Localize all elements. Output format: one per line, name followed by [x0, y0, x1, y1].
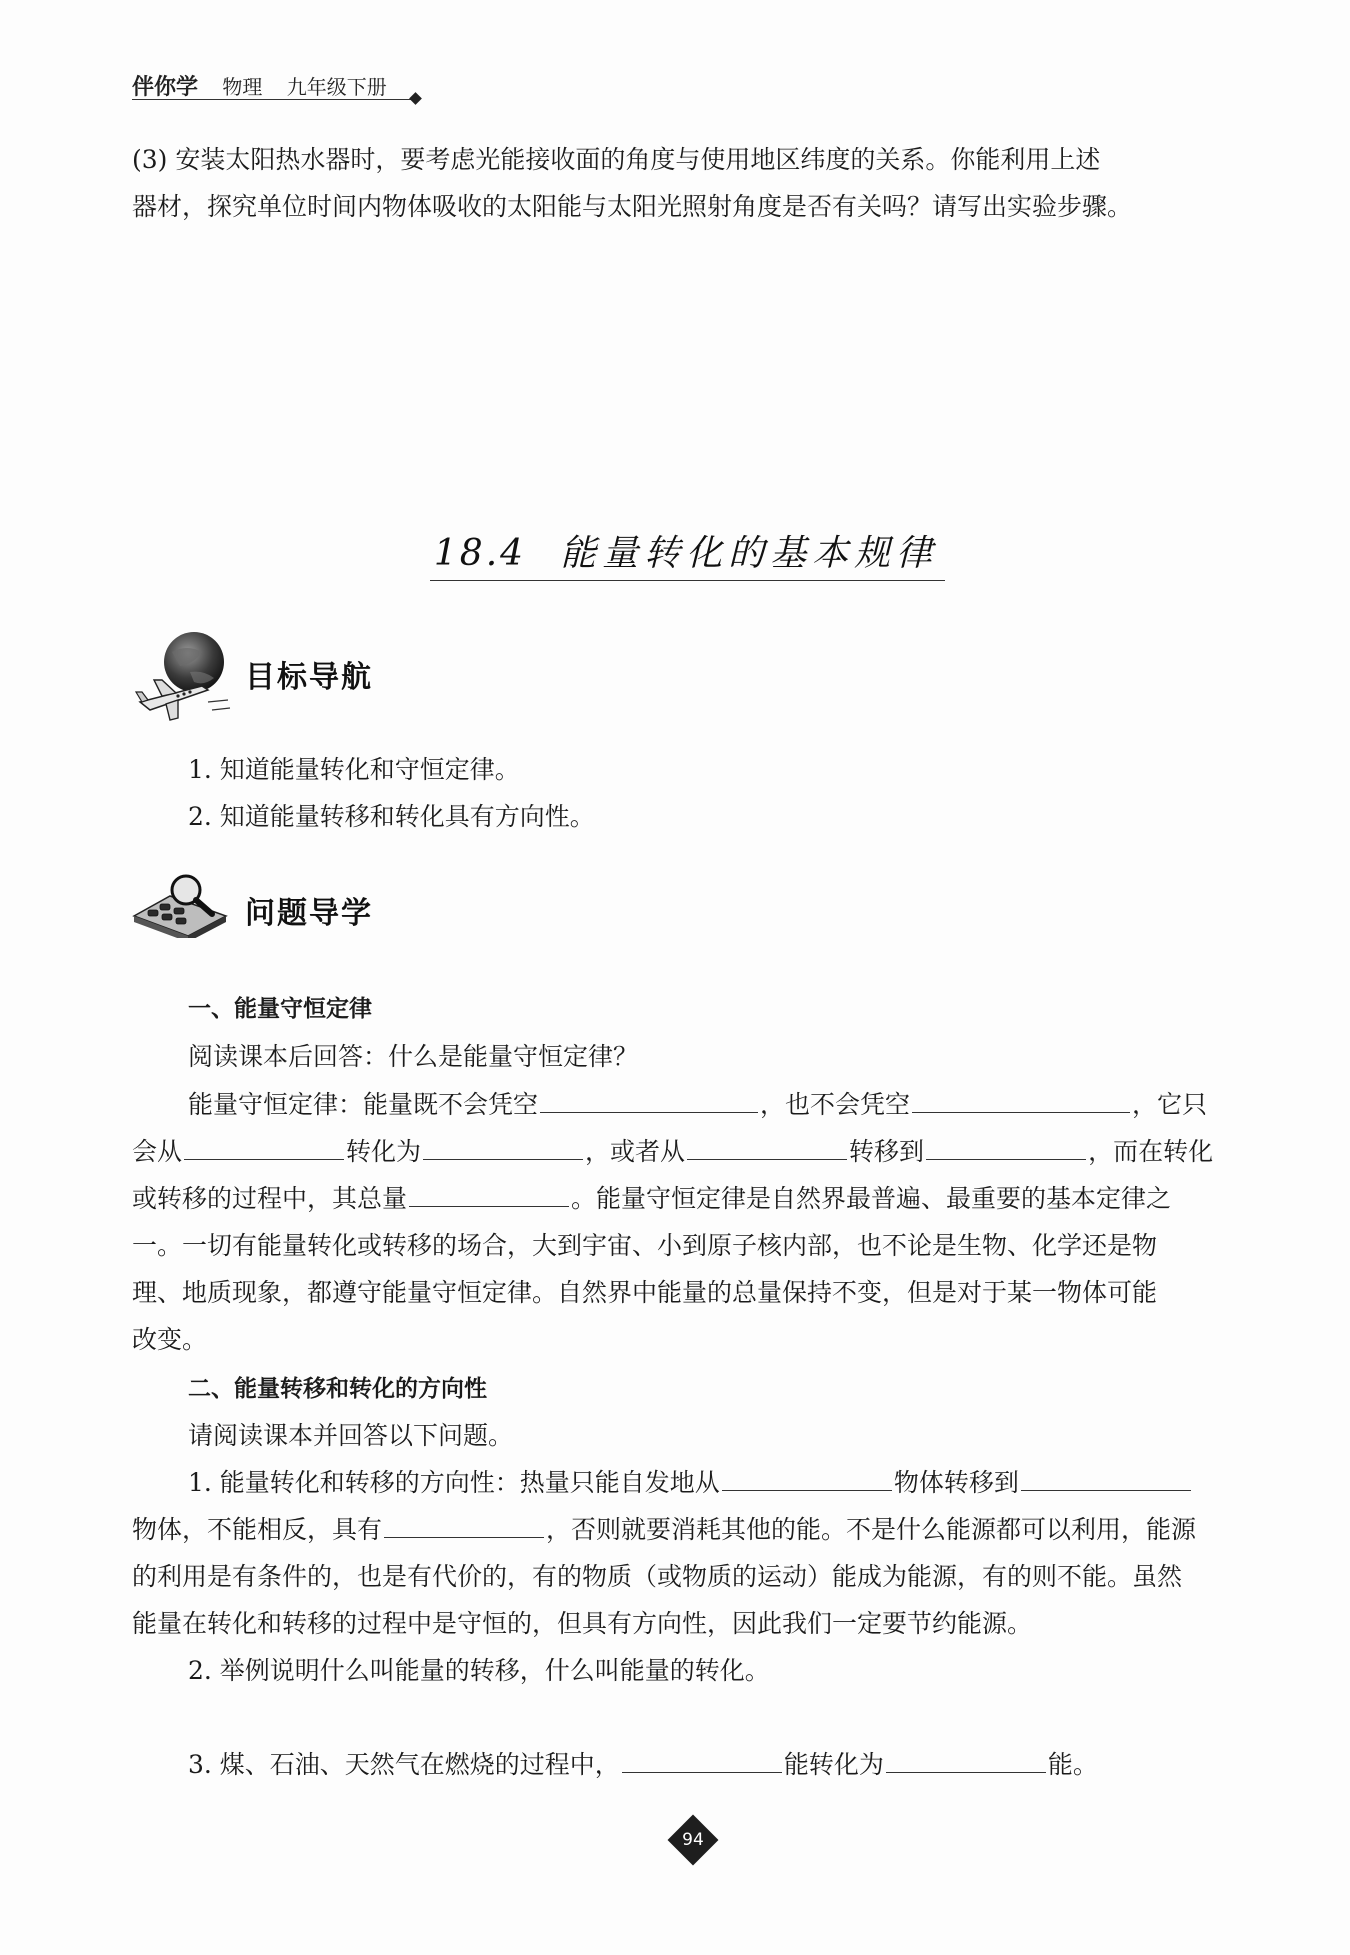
globe-airplane-icon [132, 630, 232, 722]
text-segment: 转化为 [346, 1137, 422, 1166]
answer-blank[interactable] [384, 1513, 544, 1538]
part1-paragraph-line4: 一。一切有能量转化或转移的场合，大到宇宙、小到原子核内部，也不论是生物、化学还是物 [132, 1231, 1158, 1260]
answer-blank[interactable] [184, 1135, 344, 1160]
text-segment: 能量守恒定律：能量既不会凭空 [188, 1090, 539, 1119]
part2-q2: 2. 举例说明什么叫能量的转移，什么叫能量的转化。 [188, 1656, 770, 1685]
problems-heading: 问题导学 [245, 896, 373, 931]
header-brand: 伴你学 [132, 75, 199, 100]
header-diamond-icon [409, 92, 422, 105]
header-rule [132, 99, 414, 100]
text-segment: ，而在转化 [1088, 1137, 1214, 1166]
text-segment: ，它只 [1132, 1090, 1208, 1119]
text-segment: 能。 [1047, 1750, 1098, 1779]
part2-title: 二、能量转移和转化的方向性 [188, 1376, 487, 1402]
header-subject: 物理 [222, 75, 263, 99]
answer-blank[interactable] [722, 1466, 892, 1491]
running-header [132, 70, 387, 101]
chapter-title [430, 525, 942, 576]
text-segment: 1. 能量转化和转移的方向性：热量只能自发地从 [188, 1468, 720, 1497]
part1-paragraph-line6: 改变。 [132, 1325, 208, 1354]
part2-prompt: 请阅读课本并回答以下问题。 [188, 1421, 514, 1450]
text-segment: 或转移的过程中，其总量 [132, 1184, 408, 1213]
answer-blank[interactable] [622, 1748, 782, 1773]
part2-q1-line1 [188, 1463, 1193, 1499]
part2-q1-line3: 的利用是有条件的，也是有代价的，有的物质（或物质的运动）能成为能源，有的则不能。虽然 [132, 1562, 1183, 1591]
header-grade: 九年级下册 [286, 75, 387, 99]
part1-paragraph-line2 [132, 1132, 1213, 1168]
text-segment: 物体，不能相反，具有 [132, 1515, 383, 1544]
goals-heading: 目标导航 [245, 660, 373, 695]
text-segment: 会从 [132, 1137, 183, 1166]
answer-blank[interactable] [1021, 1466, 1191, 1491]
part2-q1-line2 [132, 1510, 1196, 1546]
text-segment: 能转化为 [783, 1750, 884, 1779]
text-segment: ，也不会凭空 [760, 1090, 911, 1119]
part1-prompt: 阅读课本后回答：什么是能量守恒定律？ [188, 1042, 639, 1071]
goal-item: 1. 知道能量转化和守恒定律。 [188, 755, 520, 784]
question3-line1: (3) 安装太阳热水器时，要考虑光能接收面的角度与使用地区纬度的关系。你能利用上述 [132, 145, 1101, 174]
answer-blank[interactable] [423, 1135, 583, 1160]
answer-blank[interactable] [409, 1182, 569, 1207]
text-segment: 物体转移到 [893, 1468, 1019, 1497]
text-segment: 3. 煤、石油、天然气在燃烧的过程中， [188, 1750, 620, 1779]
chapter-underline [430, 580, 945, 581]
part2-q3 [188, 1745, 1098, 1781]
goal-item: 2. 知道能量转移和转化具有方向性。 [188, 802, 595, 831]
magnifier-icon [130, 872, 230, 938]
text-segment: 。能量守恒定律是自然界最普遍、最重要的基本定律之 [571, 1184, 1172, 1213]
text-segment: 转移到 [849, 1137, 925, 1166]
answer-blank[interactable] [886, 1748, 1046, 1773]
chapter-name: 能量转化的基本规律 [560, 533, 939, 574]
part1-paragraph-line5: 理、地质现象，都遵守能量守恒定律。自然界中能量的总量保持不变，但是对于某一物体可能 [132, 1278, 1158, 1307]
answer-blank[interactable] [687, 1135, 847, 1160]
text-segment: ，或者从 [585, 1137, 686, 1166]
page-number-badge [668, 1815, 718, 1865]
answer-blank[interactable] [540, 1088, 758, 1113]
page-number: 94 [682, 1830, 704, 1850]
part1-paragraph-line3 [132, 1179, 1171, 1215]
answer-blank[interactable] [912, 1088, 1130, 1113]
part2-q1-line4: 能量在转化和转移的过程中是守恒的，但具有方向性，因此我们一定要节约能源。 [132, 1609, 1033, 1638]
text-segment: ，否则就要消耗其他的能。不是什么能源都可以利用，能源 [546, 1515, 1197, 1544]
chapter-number: 18.4 [433, 533, 527, 574]
part1-title: 一、能量守恒定律 [188, 996, 372, 1022]
part1-paragraph-line1 [188, 1085, 1207, 1121]
question3-line2: 器材，探究单位时间内物体吸收的太阳能与太阳光照射角度是否有关吗？请写出实验步骤。 [132, 192, 1133, 221]
answer-blank[interactable] [926, 1135, 1086, 1160]
